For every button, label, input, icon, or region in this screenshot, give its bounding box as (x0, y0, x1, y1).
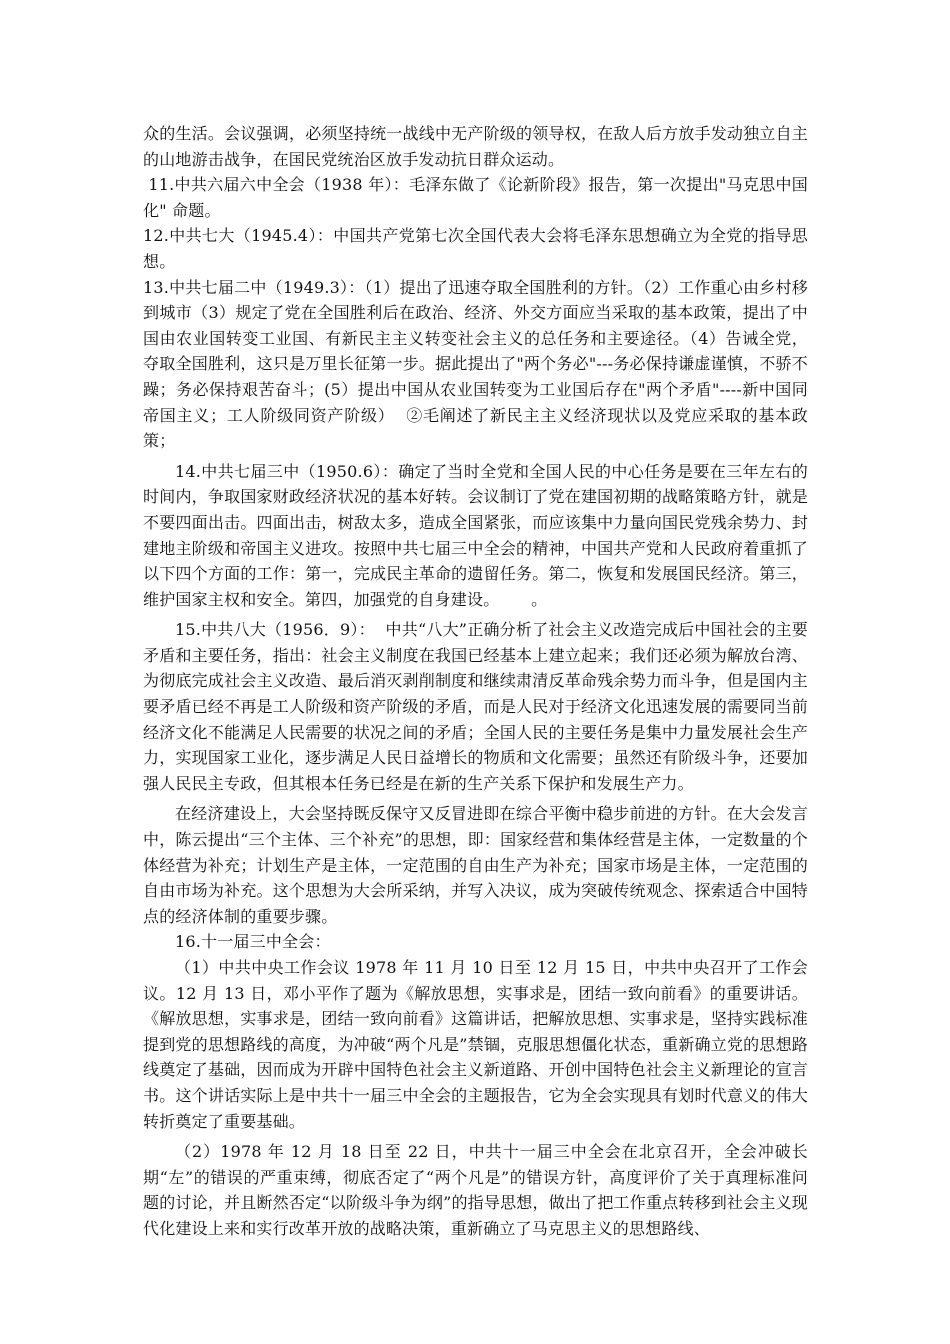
paragraph-item-12: 12.中共七大（1945.4）：中国共产党第七次全国代表大会将毛泽东思想确立为全党的指导思想。 (143, 226, 808, 271)
paragraph-item-16-heading: 16.十一届三中全会： (175, 932, 331, 952)
paragraph-item-11: 11.中共六届六中全会（1938 年）：毛泽东做了《论新阶段》报告，第一次提出"马克思中国化" 命题。 (143, 175, 808, 220)
paragraph-economic-construction: 在经济建设上，大会坚持既反保守又反冒进即在综合平衡中稳步前进的方针。在大会发言中，陈云提出“三个主体、三个补充”的思想，即：国家经营和集体经营是主体，一定数量的个体经营为补充；计划生产是主体，一定范围的自由生产为补充；国家市场是主体，一定范围的自由市场为补充。这个思想为大会所采纳，并写入决议，成为突破传统观念、探索适合中国特点的经济体制的重要步骤。 (143, 804, 808, 926)
paragraph-item-15: 15.中共八大（1956．9）： 中共“八大”正确分析了社会主义改造完成后中国社会的主要矛盾和主要任务，指出：社会主义制度在我国已经基本上建立起来；我们还必须为解放台湾、为彻底完成社会主义改造、最后消灭剥削制度和继续肃清反革命残余势力而斗争，但是国内主要矛盾已经不再是工人阶级和资产阶级的矛盾，而是人民对于经济文化迅速发展的需要同当前经济文化不能满足人民需要的状况之间的矛盾；全国人民的主要任务是集中力量发展社会生产力，实现国家工业化，逐步满足人民日益增长的物质和文化需要；虽然还有阶级斗争，还要加强人民民主专政，但其根本任务已经是在新的生产关系下保护和发展生产力。 (143, 620, 808, 793)
document-body (143, 121, 808, 1242)
paragraph-item-16-part-2: （2）1978 年 12 月 18 日至 22 日，中共十一届三中全会在北京召开，全会冲破长期“左”的错误的严重束缚，彻底否定了“两个凡是”的错误方针，高度评价了关于真理标准问题的讨论，并且断然否定“以阶级斗争为纲”的指导思想，做出了把工作重点转移到社会主义现代化建设上来和实行改革开放的战略决策，重新确立了马克思主义的思想路线、 (143, 1142, 808, 1238)
paragraph-continuation: 众的生活。会议强调，必须坚持统一战线中无产阶级的领导权，在敌人后方放手发动独立自主的山地游击战争，在国民党统治区放手发动抗日群众运动。 (143, 124, 808, 169)
paragraph-item-16-part-1: （1）中共中央工作会议 1978 年 11 月 10 日至 12 月 15 日，中共中央召开了工作会议。12 月 13 日，邓小平作了题为《解放思想，实事求是，团结一致向前看》的重要讲话。《解放思想，实事求是，团结一致向前看》这篇讲话，把解放思想、实事求是，坚持实践标准提到党的思想路线的高度，为冲破“两个凡是”禁锢，克服思想僵化状态，重新确立党的思想路线奠定了基础，因而成为开辟中国特色社会主义新道路、开创中国特色社会主义新理论的宣言书。这个讲话实际上是中共十一届三中全会的主题报告，它为全会实现具有划时代意义的伟大转折奠定了重要基础。 (143, 958, 808, 1131)
paragraph-item-14: 14.中共七届三中（1950.6）：确定了当时全党和全国人民的中心任务是要在三年左右的时间内，争取国家财政经济状况的基本好转。会议制订了党在建国初期的战略策略方针，就是不要四面出击。四面出击，树敌太多，造成全国紧张，而应该集中力量向国民党残余势力、封建地主阶级和帝国主义进攻。按照中共七届三中全会的精神，中国共产党和人民政府着重抓了以下四个方面的工作：第一，完成民主革命的遗留任务。第二，恢复和发展国民经济。第三，维护国家主权和安全。第四，加强党的自身建设。 。 (143, 461, 808, 609)
paragraph-item-13: 13.中共七届二中（1949.3）：（1）提出了迅速夺取全国胜利的方针。（2）工作重心由乡村移到城市（3）规定了党在全国胜利后在政治、经济、外交方面应当采取的基本政策，提出了中国由农业国转变工业国、有新民主主义转变社会主义的总任务和主要途径。（4）告诫全党，夺取全国胜利，这只是万里长征第一步。据此提出了"两个务必"---务必保持谦虚谨慎，不骄不躁；务必保持艰苦奋斗；(5）提出中国从农业国转变为工业国后存在"两个矛盾"----新中国同帝国主义；工人阶级同资产阶级） ②毛阐述了新民主主义经济现状以及党应采取的基本政策； (143, 277, 808, 451)
